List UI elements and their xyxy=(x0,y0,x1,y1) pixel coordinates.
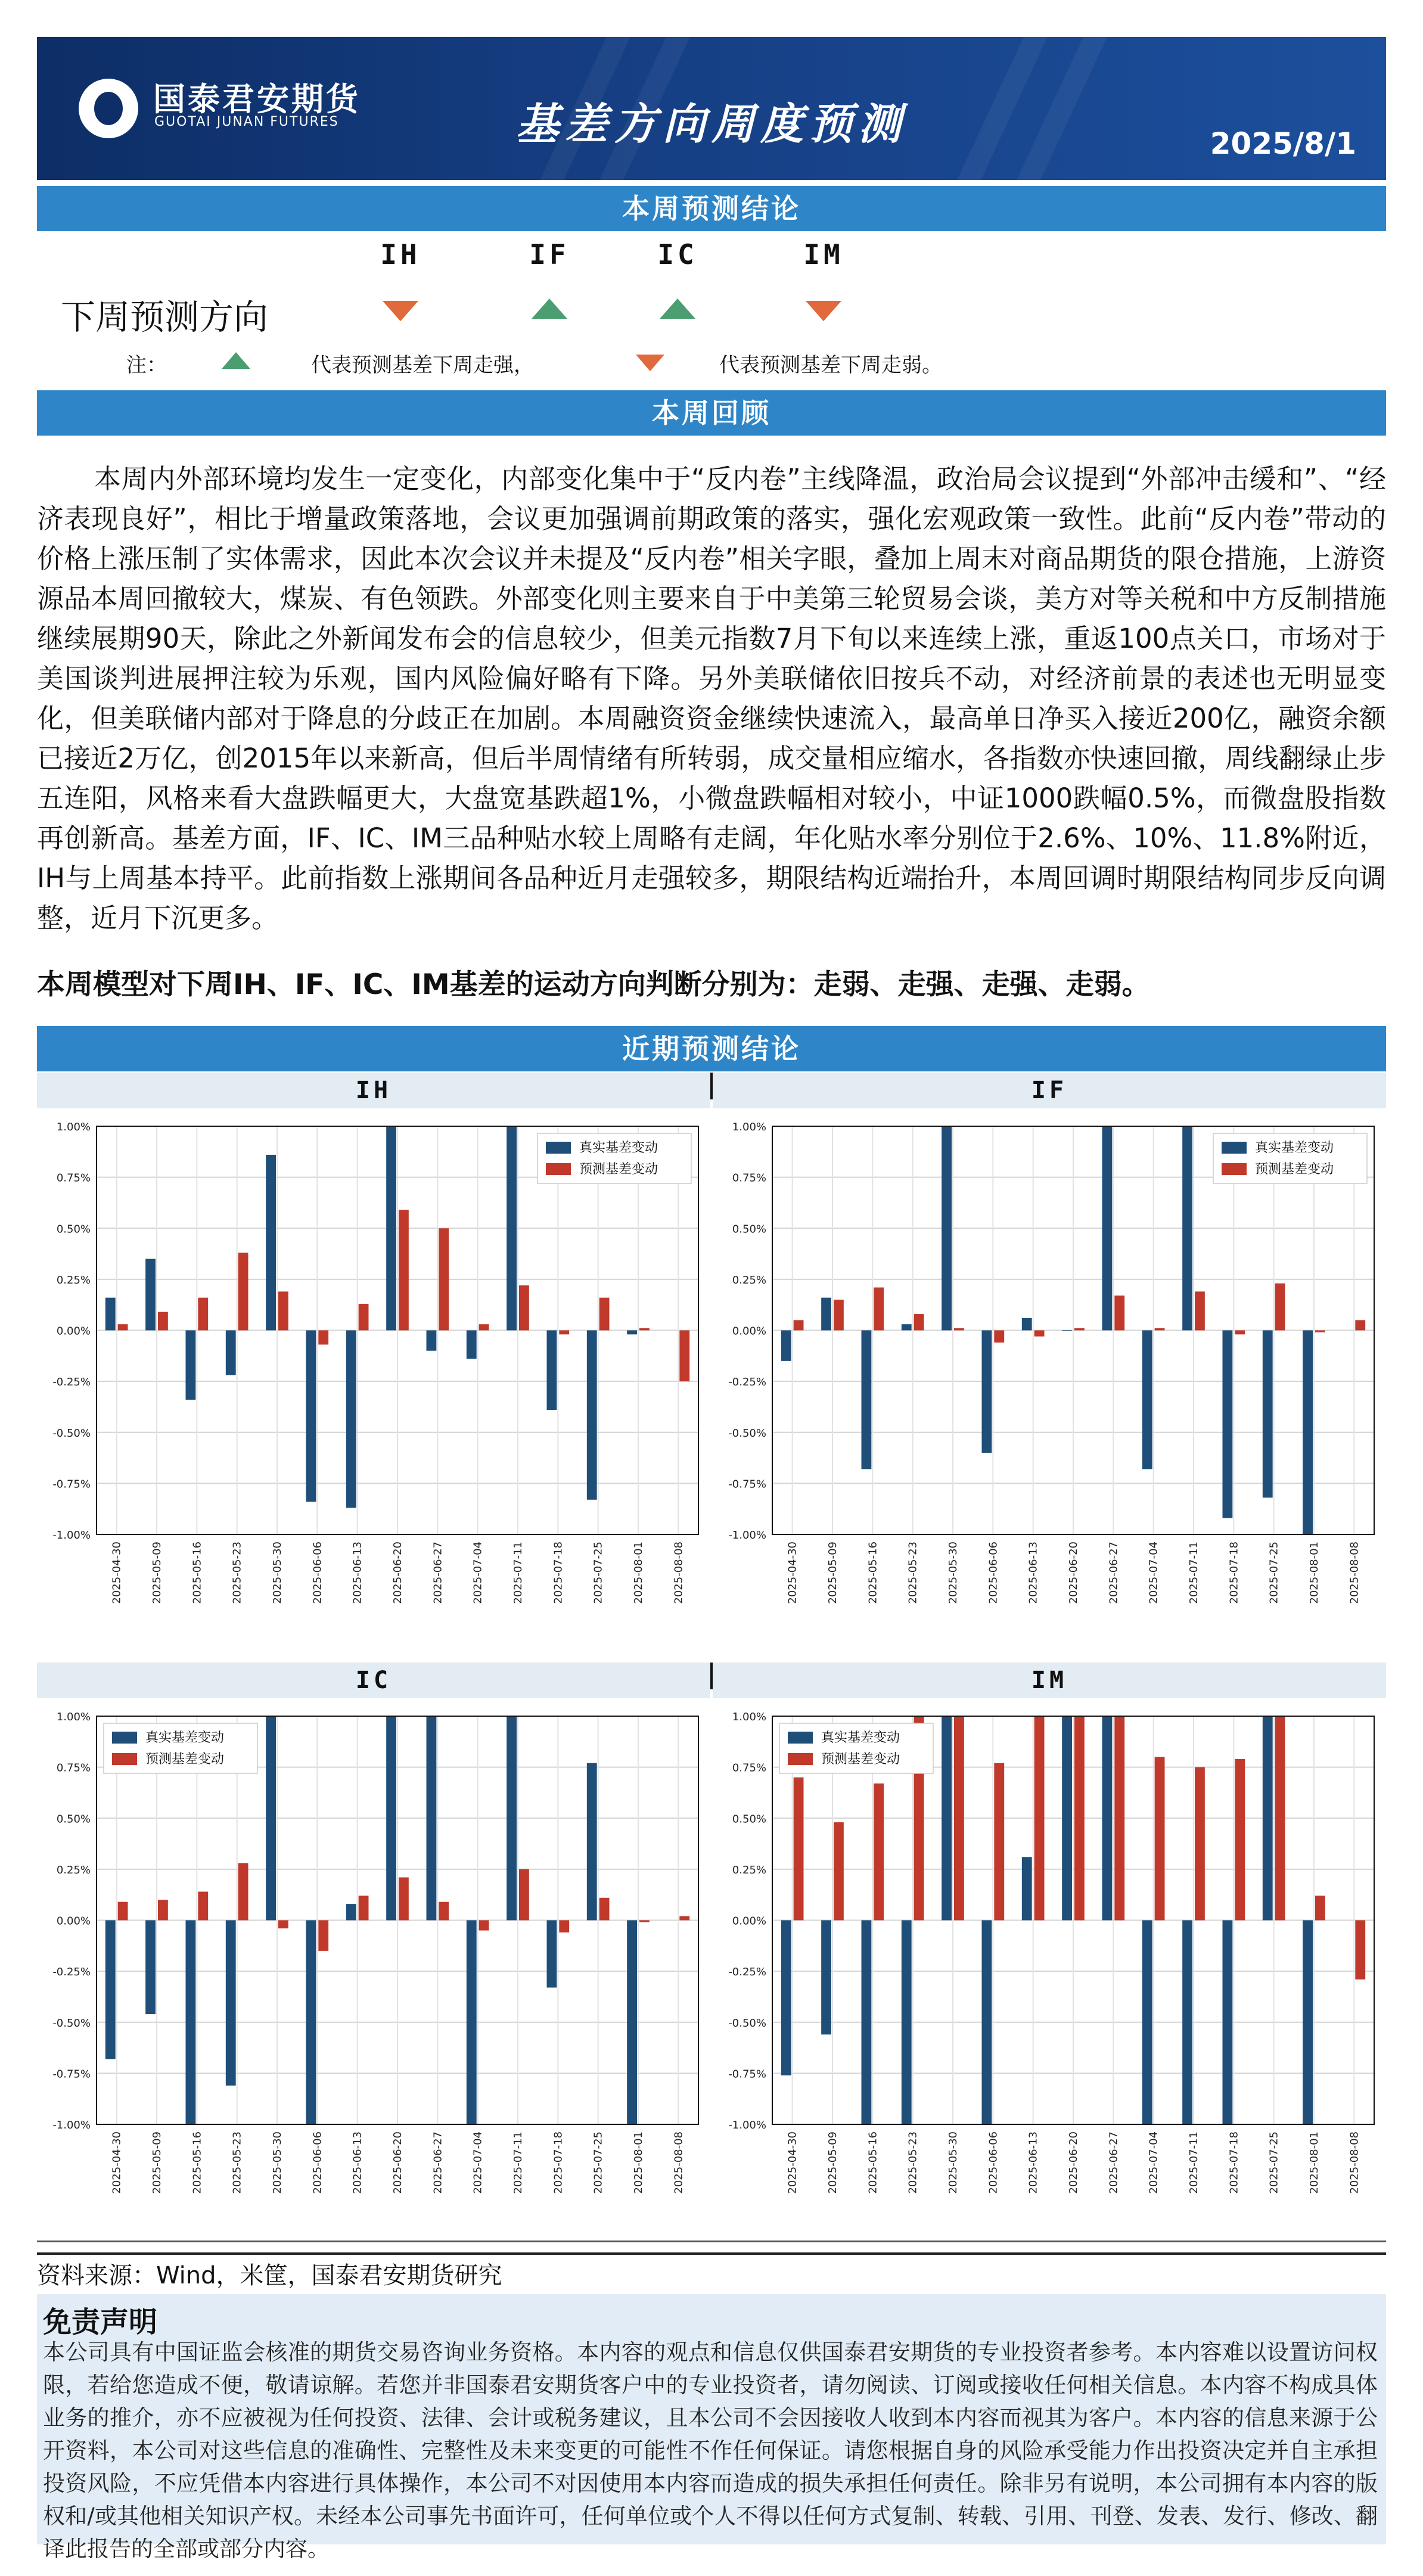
bar-actual xyxy=(547,1921,557,1988)
x-tick-label: 2025-04-30 xyxy=(786,1542,799,1604)
bar-actual xyxy=(547,1331,557,1410)
y-tick-label: -0.25% xyxy=(52,1376,91,1389)
chart-title: IM xyxy=(713,1663,1386,1698)
bar-predicted xyxy=(954,1716,964,1921)
bar-predicted xyxy=(994,1331,1004,1343)
model-conclusion: 本周模型对下周IH、IF、IC、IM基差的运动方向判断分别为：走弱、走强、走强、走弱。 xyxy=(37,968,1150,1001)
x-tick-label: 2025-06-27 xyxy=(1107,2131,1120,2194)
x-tick-label: 2025-07-25 xyxy=(1267,1542,1281,1604)
legend-down-icon xyxy=(636,355,664,371)
y-tick-label: 0.50% xyxy=(732,1813,766,1826)
review-text: 本周内外部环境均发生一定变化，内部变化集中于“反内卷”主线降温，政治局会议提到“外部冲击缓和”、“经济表现良好”，相比于增量政策落地，会议更加强调前期政策的落实，强化宏观政策一致性。此前“反内卷”带动的价格上涨压制了实体需求，因此本次会议并未提及“反内卷”相关字眼，叠加上周末对商品期货的限仓措施，上游资源品本周回撤较大，煤炭、有色领跌。外部变化则主要来自于中美第三轮贸易会谈，美方对等关税和中方反制措施继续展期90天，除此之外新闻发布会的信息较少，但美元指数7月下旬以来连续上涨，重返100点关口，市场对于美国谈判进展押注较为乐观，国内风险偏好略有下降。另外美联储依旧按兵不动，对经济前景的表述也无明显变化，但美联储内部对于降息的分歧正在加剧。本周融资资金继续快速流入，最高单日净买入接近200亿，融资余额已接近2万亿，创2015年以来新高，但后半周情绪有所转弱，成交量相应缩水，各指数亦快速回撤，周线翻绿止步五连阳，风格来看大盘跌幅更大，大盘宽基跌超1%，小微盘跌幅相对较小，中证1000跌幅0.5%，而微盘股指数再创新高。基差方面，IF、IC、IM三品种贴水较上周略有走阔，年化贴水率分别位于2.6%、10%、11.8%附近，IH与上周基本持平。此前指数上涨期间各品种近月走强较多，期限结构近端抬升，本周回调时期限结构同步反向调整，近月下沉更多。 xyxy=(37,463,1386,934)
x-tick-label: 2025-05-16 xyxy=(866,1542,880,1604)
x-tick-label: 2025-06-13 xyxy=(1027,2131,1040,2194)
bar-predicted xyxy=(1355,1320,1365,1330)
bar-predicted xyxy=(399,1878,409,1921)
x-tick-label: 2025-07-25 xyxy=(1267,2131,1281,2194)
y-tick-label: 1.00% xyxy=(732,1711,766,1723)
x-tick-label: 2025-07-04 xyxy=(471,2131,484,2194)
disclaimer-text: 本公司具有中国证监会核准的期货交易咨询业务资格。本内容的观点和信息仅供国泰君安期货的专业投资者参考。本内容难以设置访问权限，若给您造成不便，敬请谅解。若您并非国泰君安期货客户中的专业投资者，请勿阅读、订阅或接收任何相关信息。本内容不构成具体业务的推介，亦不应被视为任何投资、法律、会计或税务建议，且本公司不会因接收人收到本内容而视其为客户。本内容的信息来源于公开资料，本公司对这些信息的准确性、完整性及未来变更的可能性不作任何保证。请您根据自身的风险承受能力作出投资决定并自主承担投资风险，不应凭借本内容进行具体操作，本公司不对因使用本内容而造成的损失承担任何责任。除非另有说明，本公司拥有本内容的版权和/或其他相关知识产权。未经本公司事先书面许可，任何单位或个人不得以任何方式复制、转载、引用、刊登、发表、发行、修改、翻译此报告的全部或部分内容。 xyxy=(43,2339,1378,2562)
contract-label-if: IF xyxy=(529,238,570,271)
legend-swatch xyxy=(788,1753,813,1765)
bar-actual xyxy=(627,1331,637,1335)
y-tick-label: -0.50% xyxy=(728,1427,766,1440)
bar-predicted xyxy=(559,1331,569,1335)
review-paragraph xyxy=(37,459,1386,938)
bar-predicted xyxy=(954,1328,964,1330)
bar-predicted xyxy=(399,1210,409,1330)
bar-actual xyxy=(386,1716,396,1921)
bar-actual xyxy=(1223,1921,1233,2125)
y-tick-label: 1.00% xyxy=(56,1121,91,1133)
x-tick-label: 2025-07-18 xyxy=(1228,2131,1241,2194)
company-name-cn: 国泰君安期货 xyxy=(153,80,361,118)
legend-swatch xyxy=(1222,1142,1247,1154)
x-tick-label: 2025-08-01 xyxy=(632,2131,645,2194)
bar-actual xyxy=(186,1921,196,2125)
x-tick-label: 2025-05-30 xyxy=(947,2131,959,2194)
y-tick-label: 0.25% xyxy=(732,1863,766,1876)
y-tick-label: -0.25% xyxy=(52,1966,91,1979)
bar-predicted xyxy=(1195,1767,1205,1921)
x-tick-label: 2025-05-09 xyxy=(827,1542,839,1604)
legend-label: 预测基差变动 xyxy=(579,1162,658,1177)
legend-label: 预测基差变动 xyxy=(1255,1162,1334,1177)
note-down-text: 代表预测基差下周走弱。 xyxy=(719,353,942,377)
section-bar-recent: 近期预测结论 xyxy=(37,1026,1386,1071)
x-tick-label: 2025-06-13 xyxy=(351,2131,364,2194)
bar-actual xyxy=(1102,1716,1113,1921)
x-tick-label: 2025-06-06 xyxy=(311,2131,324,2194)
bar-actual xyxy=(781,1331,791,1361)
bar-chart-svg xyxy=(37,1698,710,2249)
disclaimer-box xyxy=(37,2294,1386,2562)
legend-swatch xyxy=(1222,1163,1247,1175)
y-tick-label: -0.75% xyxy=(728,2068,766,2081)
bar-predicted xyxy=(439,1228,449,1330)
x-tick-label: 2025-08-08 xyxy=(672,2131,685,2194)
legend-swatch xyxy=(546,1142,571,1154)
report-title: 基差方向周度预测 xyxy=(515,99,907,149)
bar-predicted xyxy=(794,1320,804,1330)
bar-actual xyxy=(1182,1921,1192,2125)
x-tick-label: 2025-08-01 xyxy=(1308,1542,1321,1604)
bar-predicted xyxy=(874,1288,884,1331)
bar-predicted xyxy=(599,1898,610,1921)
x-tick-label: 2025-06-27 xyxy=(431,2131,445,2194)
source-note: 资料来源：Wind，米筐，国泰君安期货研究 xyxy=(37,2252,1386,2297)
x-tick-label: 2025-06-13 xyxy=(1027,1542,1040,1604)
bar-actual xyxy=(1303,1921,1313,2125)
bar-actual xyxy=(105,1298,116,1331)
x-tick-label: 2025-07-11 xyxy=(1188,1542,1200,1604)
bar-actual xyxy=(145,1921,156,2015)
legend-up-icon xyxy=(222,352,250,369)
bar-actual xyxy=(386,1126,396,1331)
bar-actual xyxy=(821,1921,831,2035)
bar-actual xyxy=(266,1155,276,1331)
x-tick-label: 2025-07-25 xyxy=(592,2131,605,2194)
bar-predicted xyxy=(874,1783,884,1920)
note-up-text: 代表预测基差下周走强， xyxy=(311,353,534,377)
chart-panel-im xyxy=(713,1663,1386,2249)
x-tick-label: 2025-08-08 xyxy=(1348,1542,1361,1604)
bar-actual xyxy=(1062,1331,1072,1332)
direction-up-icon xyxy=(660,299,695,319)
bar-actual xyxy=(587,1763,597,1921)
bar-predicted xyxy=(118,1324,128,1330)
contract-label-ic: IC xyxy=(657,238,698,271)
y-tick-label: -0.75% xyxy=(52,2068,91,2081)
bar-predicted xyxy=(1114,1716,1124,1921)
y-tick-label: 0.50% xyxy=(56,1223,91,1236)
y-tick-label: 0.00% xyxy=(56,1915,91,1928)
company-name-en: GUOTAI JUNAN FUTURES xyxy=(154,114,339,129)
legend-label: 真实基差变动 xyxy=(145,1730,225,1745)
x-tick-label: 2025-07-11 xyxy=(512,2131,524,2194)
bar-actual xyxy=(467,1921,477,2125)
bar-predicted xyxy=(278,1291,288,1330)
x-tick-label: 2025-06-06 xyxy=(311,1542,324,1604)
bar-actual xyxy=(942,1126,952,1331)
bar-actual xyxy=(186,1331,196,1400)
bar-predicted xyxy=(639,1921,650,1922)
bar-actual xyxy=(266,1716,276,1921)
x-tick-label: 2025-07-18 xyxy=(552,1542,565,1604)
x-tick-label: 2025-06-06 xyxy=(987,2131,1000,2194)
bar-actual xyxy=(306,1331,316,1502)
bar-chart-svg xyxy=(713,1108,1386,1660)
bar-predicted xyxy=(359,1304,369,1331)
bar-predicted xyxy=(1155,1757,1165,1921)
bar-predicted xyxy=(639,1328,650,1330)
bar-actual xyxy=(1142,1921,1152,2125)
legend-swatch xyxy=(546,1163,571,1175)
report-date: 2025/8/1 xyxy=(1210,126,1356,161)
y-tick-label: -0.25% xyxy=(728,1966,766,1979)
x-tick-label: 2025-05-23 xyxy=(231,2131,244,2194)
x-tick-label: 2025-05-30 xyxy=(271,1542,284,1604)
bar-actual xyxy=(942,1716,952,1921)
bar-predicted xyxy=(238,1863,248,1921)
bar-actual xyxy=(902,1921,912,2125)
x-tick-label: 2025-07-04 xyxy=(1147,1542,1160,1604)
bar-predicted xyxy=(794,1778,804,1921)
x-tick-label: 2025-07-11 xyxy=(512,1542,524,1604)
bar-predicted xyxy=(1355,1921,1365,1980)
x-tick-label: 2025-08-01 xyxy=(632,1542,645,1604)
bar-predicted xyxy=(359,1896,369,1920)
x-tick-label: 2025-06-20 xyxy=(392,1542,404,1604)
y-tick-label: 0.00% xyxy=(732,1325,766,1338)
bar-actual xyxy=(427,1716,437,1921)
bar-predicted xyxy=(1315,1896,1325,1920)
bar-actual xyxy=(1182,1126,1192,1331)
y-tick-label: 0.00% xyxy=(732,1915,766,1928)
y-tick-label: -0.50% xyxy=(728,2016,766,2030)
direction-down-icon xyxy=(383,301,418,321)
legend-label: 真实基差变动 xyxy=(1255,1141,1334,1155)
bar-actual xyxy=(1102,1126,1113,1331)
bar-actual xyxy=(1142,1331,1152,1469)
charts-area xyxy=(37,1073,1386,2252)
bar-predicted xyxy=(1315,1331,1325,1332)
y-tick-label: 0.00% xyxy=(56,1325,91,1338)
bar-predicted xyxy=(198,1892,208,1921)
x-tick-label: 2025-05-09 xyxy=(827,2131,839,2194)
bar-actual xyxy=(306,1921,316,2125)
bar-predicted xyxy=(834,1822,844,1920)
contract-label-ih: IH xyxy=(380,238,421,271)
bar-predicted xyxy=(679,1331,689,1382)
y-tick-label: -0.50% xyxy=(52,2016,91,2030)
x-tick-label: 2025-05-30 xyxy=(947,1542,959,1604)
bar-actual xyxy=(1062,1716,1072,1921)
x-tick-label: 2025-06-13 xyxy=(351,1542,364,1604)
bar-predicted xyxy=(1034,1331,1045,1337)
x-tick-label: 2025-05-09 xyxy=(151,1542,163,1604)
chart-panel-if xyxy=(713,1073,1386,1660)
bar-predicted xyxy=(238,1253,248,1330)
bar-actual xyxy=(145,1259,156,1331)
legend-swatch xyxy=(112,1732,137,1744)
bar-predicted xyxy=(479,1921,489,1931)
chart-title: IC xyxy=(37,1663,710,1698)
y-tick-label: 0.50% xyxy=(56,1813,91,1826)
forecast-panel xyxy=(37,235,1386,384)
y-tick-label: -0.75% xyxy=(728,1478,766,1491)
bar-predicted xyxy=(1275,1716,1285,1921)
x-tick-label: 2025-06-27 xyxy=(1107,1542,1120,1604)
chart-panel-ic xyxy=(37,1663,710,2249)
bar-actual xyxy=(1263,1331,1273,1498)
bar-predicted xyxy=(118,1902,128,1921)
x-tick-label: 2025-04-30 xyxy=(786,2131,799,2194)
bar-predicted xyxy=(679,1916,689,1921)
y-tick-label: -0.75% xyxy=(52,1478,91,1491)
bar-predicted xyxy=(1235,1759,1245,1921)
chart-title: IH xyxy=(37,1073,710,1108)
note-prefix: 注： xyxy=(126,353,167,377)
bar-predicted xyxy=(1195,1291,1205,1330)
y-tick-label: 0.25% xyxy=(56,1863,91,1876)
bar-predicted xyxy=(519,1285,529,1330)
x-tick-label: 2025-06-20 xyxy=(1067,1542,1080,1604)
x-tick-label: 2025-07-04 xyxy=(471,1542,484,1604)
y-tick-label: -1.00% xyxy=(52,1529,91,1542)
x-tick-label: 2025-07-04 xyxy=(1147,2131,1160,2194)
bar-predicted xyxy=(318,1921,328,1951)
bar-actual xyxy=(346,1331,356,1508)
y-tick-label: -1.00% xyxy=(728,1529,766,1542)
direction-up-icon xyxy=(532,299,567,319)
x-tick-label: 2025-05-16 xyxy=(191,2131,204,2194)
x-tick-label: 2025-06-20 xyxy=(392,2131,404,2194)
x-tick-label: 2025-04-30 xyxy=(110,2131,123,2194)
y-tick-label: 1.00% xyxy=(56,1711,91,1723)
x-tick-label: 2025-07-18 xyxy=(552,2131,565,2194)
bar-actual xyxy=(226,1331,236,1375)
bar-actual xyxy=(226,1921,236,2086)
bar-predicted xyxy=(599,1298,610,1331)
legend-label: 预测基差变动 xyxy=(145,1752,225,1767)
disclaimer-title: 免责声明 xyxy=(43,2305,158,2339)
bar-chart-svg xyxy=(37,1108,710,1660)
x-tick-label: 2025-05-23 xyxy=(906,2131,919,2194)
y-tick-label: -0.25% xyxy=(728,1376,766,1389)
y-tick-label: 0.25% xyxy=(732,1273,766,1287)
bar-actual xyxy=(346,1904,356,1920)
x-tick-label: 2025-04-30 xyxy=(110,1542,123,1604)
y-tick-label: -1.00% xyxy=(728,2119,766,2131)
y-tick-label: 1.00% xyxy=(732,1121,766,1133)
y-tick-label: -1.00% xyxy=(52,2119,91,2131)
x-tick-label: 2025-06-06 xyxy=(987,1542,1000,1604)
x-tick-label: 2025-05-16 xyxy=(191,1542,204,1604)
bar-actual xyxy=(427,1331,437,1351)
bar-predicted xyxy=(198,1298,208,1331)
bar-predicted xyxy=(278,1921,288,1929)
bar-predicted xyxy=(914,1314,924,1330)
bar-predicted xyxy=(994,1763,1004,1921)
x-tick-label: 2025-05-09 xyxy=(151,2131,163,2194)
legend-label: 真实基差变动 xyxy=(821,1730,900,1745)
bar-actual xyxy=(902,1324,912,1330)
x-tick-label: 2025-07-11 xyxy=(1188,2131,1200,2194)
bar-predicted xyxy=(318,1331,328,1345)
bar-predicted xyxy=(559,1921,569,1933)
bar-predicted xyxy=(1074,1328,1085,1330)
bar-actual xyxy=(1022,1857,1032,1920)
legend-swatch xyxy=(112,1753,137,1765)
chart-panel-ih xyxy=(37,1073,710,1660)
x-tick-label: 2025-05-23 xyxy=(231,1542,244,1604)
y-tick-label: 0.25% xyxy=(56,1273,91,1287)
legend-label: 真实基差变动 xyxy=(579,1141,658,1155)
forecast-row-label: 下周预测方向 xyxy=(61,297,269,337)
bar-chart-svg xyxy=(713,1698,1386,2249)
y-tick-label: 0.75% xyxy=(56,1761,91,1775)
bar-actual xyxy=(627,1921,637,2125)
bar-predicted xyxy=(834,1300,844,1330)
x-tick-label: 2025-07-18 xyxy=(1228,1542,1241,1604)
bar-predicted xyxy=(1275,1284,1285,1331)
bar-predicted xyxy=(1114,1295,1124,1330)
bar-actual xyxy=(1303,1331,1313,1535)
bar-actual xyxy=(105,1921,116,2059)
bar-predicted xyxy=(1034,1716,1045,1921)
bar-predicted xyxy=(479,1324,489,1330)
bar-actual xyxy=(862,1331,872,1469)
bar-actual xyxy=(862,1921,872,2125)
y-tick-label: 0.75% xyxy=(56,1172,91,1185)
x-tick-label: 2025-06-27 xyxy=(431,1542,445,1604)
bar-actual xyxy=(982,1331,992,1453)
bar-predicted xyxy=(1235,1331,1245,1335)
y-tick-label: 0.50% xyxy=(732,1223,766,1236)
bar-predicted xyxy=(1155,1328,1165,1330)
x-tick-label: 2025-05-16 xyxy=(866,2131,880,2194)
bar-actual xyxy=(507,1126,517,1331)
x-tick-label: 2025-06-20 xyxy=(1067,2131,1080,2194)
bar-actual xyxy=(587,1331,597,1500)
bar-actual xyxy=(821,1298,831,1331)
x-tick-label: 2025-05-30 xyxy=(271,2131,284,2194)
bar-predicted xyxy=(519,1869,529,1921)
y-tick-label: -0.50% xyxy=(52,1427,91,1440)
section-bar-review: 本周回顾 xyxy=(37,390,1386,436)
x-tick-label: 2025-08-01 xyxy=(1308,2131,1321,2194)
bar-predicted xyxy=(439,1902,449,1921)
x-tick-label: 2025-08-08 xyxy=(672,1542,685,1604)
chart-title: IF xyxy=(713,1073,1386,1108)
bar-actual xyxy=(1223,1331,1233,1518)
y-tick-label: 0.75% xyxy=(732,1172,766,1185)
bar-predicted xyxy=(1074,1716,1085,1921)
bar-actual xyxy=(1263,1716,1273,1921)
bar-actual xyxy=(781,1921,791,2075)
report-header xyxy=(37,37,1386,180)
legend-swatch xyxy=(788,1732,813,1744)
bar-actual xyxy=(467,1331,477,1359)
bar-predicted xyxy=(158,1312,168,1331)
section-bar-forecast: 本周预测结论 xyxy=(37,186,1386,231)
x-tick-label: 2025-07-25 xyxy=(592,1542,605,1604)
bar-predicted xyxy=(158,1900,168,1920)
x-tick-label: 2025-05-23 xyxy=(906,1542,919,1604)
bar-actual xyxy=(982,1921,992,2125)
bar-actual xyxy=(1022,1318,1032,1331)
bar-actual xyxy=(507,1716,517,1921)
x-tick-label: 2025-08-08 xyxy=(1348,2131,1361,2194)
y-tick-label: 0.75% xyxy=(732,1761,766,1775)
legend-label: 预测基差变动 xyxy=(821,1752,900,1767)
contract-label-im: IM xyxy=(803,238,844,271)
direction-down-icon xyxy=(806,301,841,321)
